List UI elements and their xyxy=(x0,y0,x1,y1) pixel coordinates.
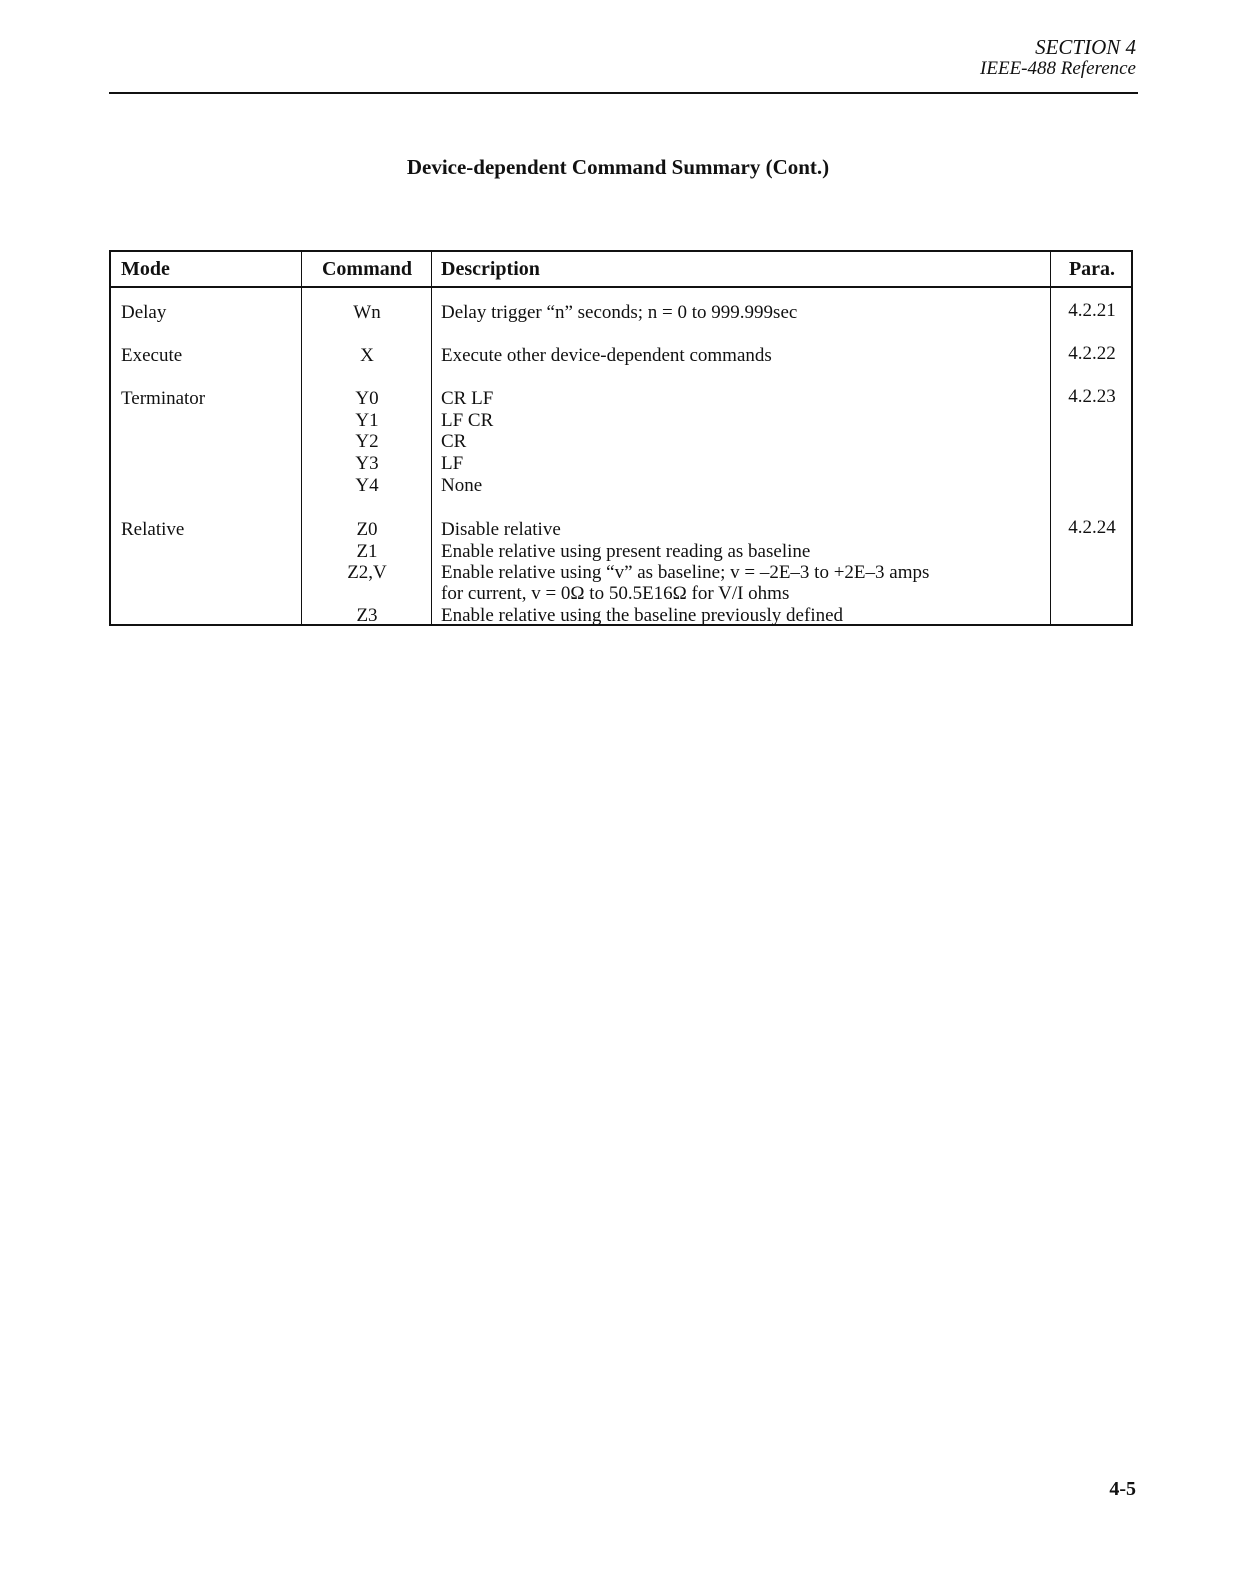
row-command: Y3 xyxy=(355,453,379,474)
row-description: CR LF xyxy=(441,388,494,409)
row-para: 4.2.22 xyxy=(1068,343,1116,364)
row-command: Z0 xyxy=(356,519,378,540)
row-command: Z3 xyxy=(356,605,378,626)
section-subtitle: IEEE-488 Reference xyxy=(980,58,1136,79)
row-description: Delay trigger “n” seconds; n = 0 to 999.999sec xyxy=(441,302,798,323)
row-description: Enable relative using the baseline previously defined xyxy=(441,605,844,626)
section-label: SECTION 4 xyxy=(1035,35,1136,59)
row-command: Z2,V xyxy=(347,562,387,583)
page-header xyxy=(980,36,1136,80)
column-header-para: Para. xyxy=(1068,258,1116,280)
row-mode: Execute xyxy=(121,345,183,366)
row-command: Z1 xyxy=(356,541,378,562)
row-description: Disable relative xyxy=(441,519,561,540)
row-mode: Terminator xyxy=(121,388,206,409)
row-command: X xyxy=(360,345,374,366)
row-command: Y1 xyxy=(355,410,379,431)
row-description: LF CR xyxy=(441,410,494,431)
column-divider xyxy=(301,252,302,624)
header-separator xyxy=(111,286,1131,288)
row-para: 4.2.21 xyxy=(1068,300,1116,321)
row-command: Y4 xyxy=(355,475,379,496)
row-description: Enable relative using “v” as baseline; v = –2E–3 to +2E–3 amps xyxy=(441,562,930,583)
page-number: 4-5 xyxy=(1109,1478,1136,1500)
row-para: 4.2.24 xyxy=(1068,517,1116,538)
header-rule xyxy=(109,92,1138,94)
row-description: Enable relative using present reading as baseline xyxy=(441,541,811,562)
row-description: LF xyxy=(441,453,464,474)
row-description: CR xyxy=(441,431,467,452)
row-mode: Relative xyxy=(121,519,185,540)
row-mode: Delay xyxy=(121,302,167,323)
column-divider xyxy=(431,252,432,624)
row-description: for current, v = 0Ω to 50.5E16Ω for V/I ohms xyxy=(441,583,790,604)
row-para: 4.2.23 xyxy=(1068,386,1116,407)
page-title: Device-dependent Command Summary (Cont.) xyxy=(406,155,830,179)
row-command: Y2 xyxy=(355,431,379,452)
column-header-description: Description xyxy=(441,258,540,280)
column-header-command: Command xyxy=(321,258,412,280)
row-description: Execute other device-dependent commands xyxy=(441,345,772,366)
command-summary-table xyxy=(109,250,1133,626)
row-command: Y0 xyxy=(355,388,379,409)
column-header-mode: Mode xyxy=(121,258,170,280)
row-command: Wn xyxy=(353,302,381,323)
row-description: None xyxy=(441,475,483,496)
